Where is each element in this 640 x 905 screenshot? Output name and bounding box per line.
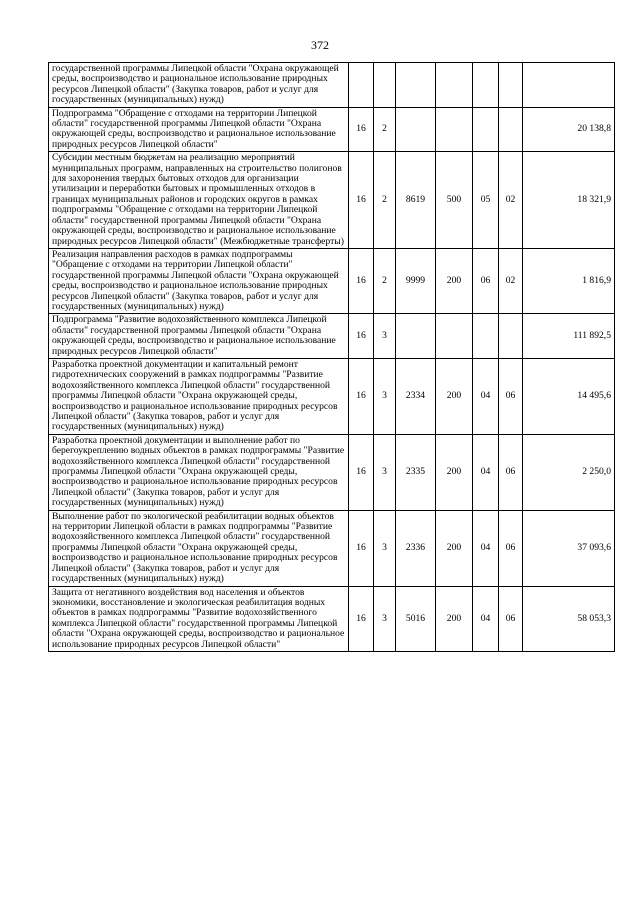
amount-value: 18 321,9 — [523, 152, 615, 249]
row-description: Разработка проектной документации и капитальный ремонт гидротехнических сооружений в рамках подпрограммы "Развитие водохозяйственного комплекса Липецкой области" государственной программы Липецкой области "Охрана окружающей среды, воспроизводство и рациональное использование природных ресурсов Липецкой области" (Закупка товаров, работ и услуг для государственных (муниципальных) нужд) — [49, 358, 349, 434]
ministry-code: 16 — [349, 510, 374, 586]
expense-type-code: 200 — [436, 358, 473, 434]
expense-type-code: 200 — [436, 434, 473, 510]
section-code: 04 — [473, 358, 499, 434]
table-row — [49, 434, 615, 510]
subprogram-code: 3 — [374, 358, 396, 434]
subsection-code: 06 — [499, 510, 523, 586]
ministry-code — [349, 63, 374, 108]
article-code: 5016 — [396, 586, 436, 651]
subprogram-code: 3 — [374, 586, 396, 651]
article-code — [396, 107, 436, 152]
ministry-code: 16 — [349, 248, 374, 313]
table-row — [49, 510, 615, 586]
table-row — [49, 248, 615, 313]
section-code — [473, 107, 499, 152]
row-description: Разработка проектной документации и выполнение работ по берегоукреплению водных объектов в рамках подпрограммы "Развитие водохозяйственного комплекса Липецкой области" государственной программы Липецкой области "Охрана окружающей среды, воспроизводство и рациональное использование природных ресурсов Липецкой области" (Закупка товаров, работ и услуг для государственных (муниципальных) нужд) — [49, 434, 349, 510]
ministry-code: 16 — [349, 434, 374, 510]
expense-type-code: 200 — [436, 248, 473, 313]
amount-value: 58 053,3 — [523, 586, 615, 651]
table-row — [49, 107, 615, 152]
table-row — [49, 63, 615, 108]
table-row — [49, 314, 615, 359]
section-code: 04 — [473, 434, 499, 510]
article-code — [396, 314, 436, 359]
section-code: 04 — [473, 510, 499, 586]
expense-type-code — [436, 107, 473, 152]
row-description: Подпрограмма "Обращение с отходами на территории Липецкой области" государственной программы Липецкой области "Охрана окружающей среды, воспроизводство и рациональное использование природных ресурсов Липецкой области" — [49, 107, 349, 152]
article-code — [396, 63, 436, 108]
amount-value: 111 892,5 — [523, 314, 615, 359]
subprogram-code: 2 — [374, 248, 396, 313]
article-code: 2334 — [396, 358, 436, 434]
table-row — [49, 358, 615, 434]
subprogram-code — [374, 63, 396, 108]
article-code: 9999 — [396, 248, 436, 313]
section-code: 05 — [473, 152, 499, 249]
row-description: государственной программы Липецкой области "Охрана окружающей среды, воспроизводство и рациональное использование природных ресурсов Липецкой области" (Закупка товаров, работ и услуг для государственных (муниципальных) нужд) — [49, 63, 349, 108]
expense-type-code — [436, 314, 473, 359]
table-row — [49, 586, 615, 651]
amount-value: 37 093,6 — [523, 510, 615, 586]
article-code: 8619 — [396, 152, 436, 249]
expense-type-code: 500 — [436, 152, 473, 249]
subsection-code: 02 — [499, 152, 523, 249]
article-code: 2336 — [396, 510, 436, 586]
expense-type-code: 200 — [436, 586, 473, 651]
ministry-code: 16 — [349, 586, 374, 651]
expense-type-code — [436, 63, 473, 108]
row-description: Подпрограмма "Развитие водохозяйственного комплекса Липецкой области" государственной программы Липецкой области "Охрана окружающей среды, воспроизводство и рациональное использование природных ресурсов Липецкой области" — [49, 314, 349, 359]
subprogram-code: 3 — [374, 314, 396, 359]
row-description: Субсидии местным бюджетам на реализацию мероприятий муниципальных программ, направленных на строительство полигонов для захоронения твердых бытовых отходов для организации утилизации и переработки бытовых и промышленных отходов в границах муниципальных районов и городских округов в рамках подпрограммы "Обращение с отходами на территории Липецкой области" государственной программы Липецкой области "Охрана окружающей среды, воспроизводство и рациональное использование природных ресурсов Липецкой области" (Межбюджетные трансферты) — [49, 152, 349, 249]
article-code: 2335 — [396, 434, 436, 510]
amount-value: 20 138,8 — [523, 107, 615, 152]
row-description: Защита от негативного воздействия вод населения и объектов экономики, восстановление и экологическая реабилитация водных объектов в рамках подпрограммы "Развитие водохозяйственного комплекса Липецкой области" государственной программы Липецкой области "Охрана окружающей среды, воспроизводство и рациональное использование природных ресурсов Липецкой области" — [49, 586, 349, 651]
subsection-code — [499, 63, 523, 108]
subsection-code: 06 — [499, 358, 523, 434]
section-code: 04 — [473, 586, 499, 651]
budget-table — [48, 62, 615, 652]
subsection-code: 06 — [499, 586, 523, 651]
row-description: Реализация направления расходов в рамках подпрограммы "Обращение с отходами на территории Липецкой области" государственной программы Липецкой области "Охрана окружающей среды, воспроизводство и рациональное использование природных ресурсов Липецкой области" (Закупка товаров, работ и услуг для государственных (муниципальных) нужд) — [49, 248, 349, 313]
row-description: Выполнение работ по экологической реабилитации водных объектов на территории Липецкой области в рамках подпрограммы "Развитие водохозяйственного комплекса Липецкой области" государственной программы Липецкой области "Охрана окружающей среды, воспроизводство и рациональное использование природных ресурсов Липецкой области" (Закупка товаров, работ и услуг для государственных (муниципальных) нужд) — [49, 510, 349, 586]
subprogram-code: 2 — [374, 152, 396, 249]
section-code: 06 — [473, 248, 499, 313]
amount-value: 1 816,9 — [523, 248, 615, 313]
ministry-code: 16 — [349, 314, 374, 359]
table-row — [49, 152, 615, 249]
subsection-code — [499, 107, 523, 152]
ministry-code: 16 — [349, 107, 374, 152]
table-body — [49, 63, 615, 652]
section-code — [473, 63, 499, 108]
subprogram-code: 3 — [374, 510, 396, 586]
amount-value — [523, 63, 615, 108]
subprogram-code: 3 — [374, 434, 396, 510]
subprogram-code: 2 — [374, 107, 396, 152]
ministry-code: 16 — [349, 358, 374, 434]
amount-value: 14 495,6 — [523, 358, 615, 434]
ministry-code: 16 — [349, 152, 374, 249]
subsection-code — [499, 314, 523, 359]
page-number: 372 — [311, 38, 329, 52]
section-code — [473, 314, 499, 359]
subsection-code: 06 — [499, 434, 523, 510]
amount-value: 2 250,0 — [523, 434, 615, 510]
expense-type-code: 200 — [436, 510, 473, 586]
subsection-code: 02 — [499, 248, 523, 313]
